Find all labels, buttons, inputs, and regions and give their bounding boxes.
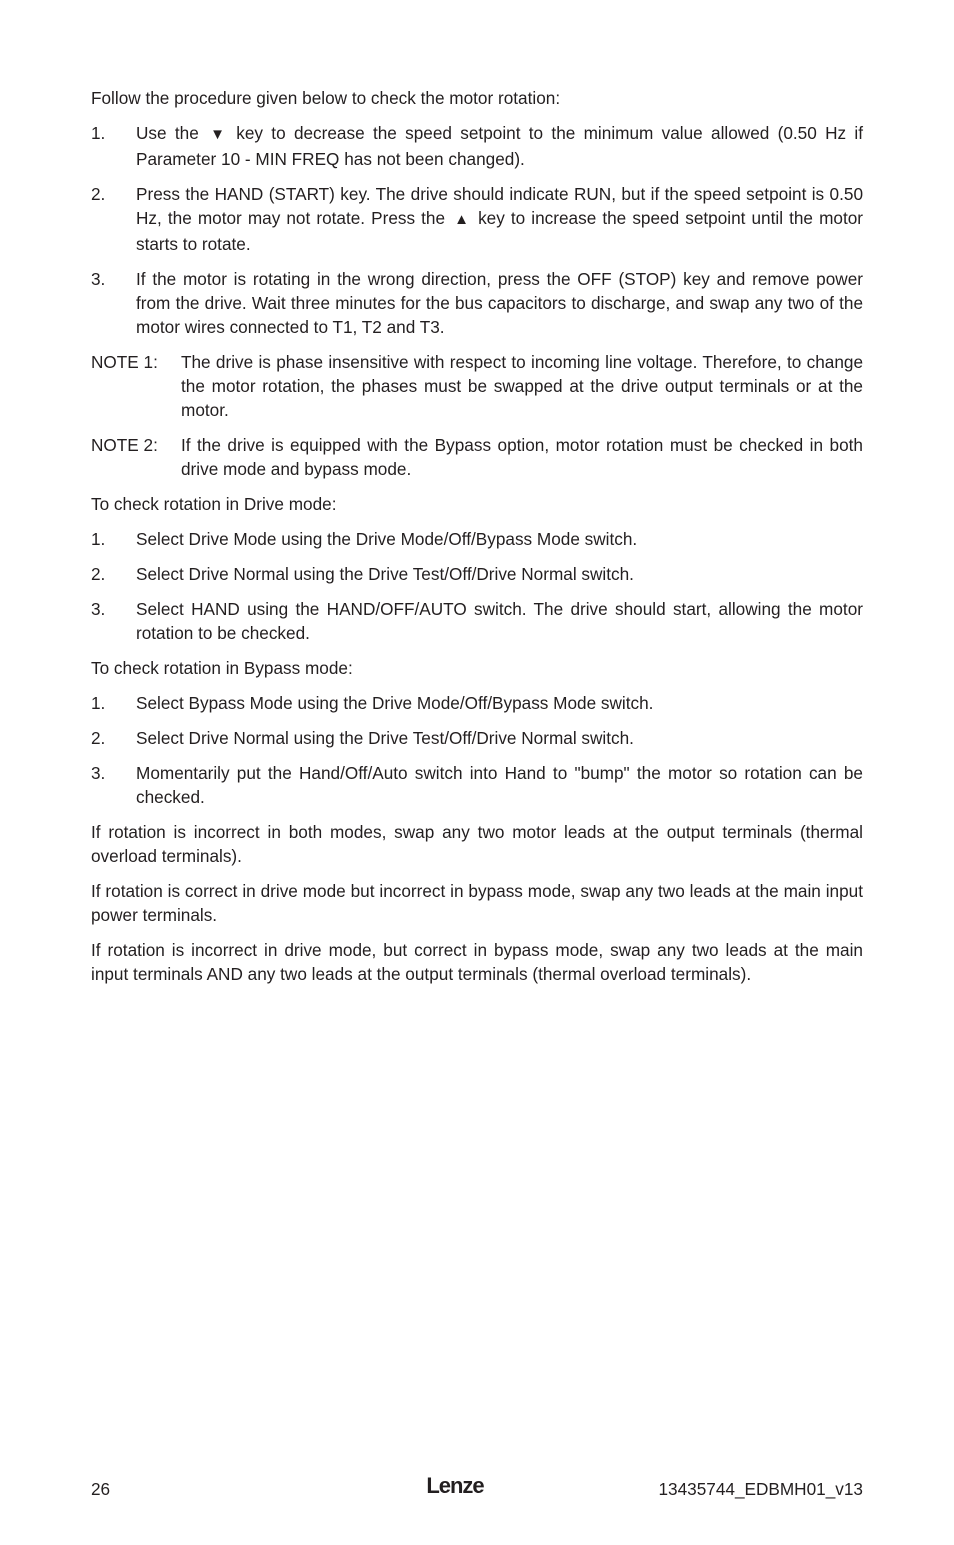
step-text: Press the HAND (START) key. The drive should indicate RUN, but if the speed setpoint is 0.50 Hz, the motor may not rotate. Press the	[136, 184, 863, 228]
note-label: NOTE 2:	[91, 435, 158, 455]
drive-step-1	[91, 527, 863, 551]
step-number: 1.	[91, 123, 106, 143]
step-number: 1.	[91, 529, 106, 549]
page-number: 26	[91, 1479, 111, 1499]
note-2	[91, 433, 863, 481]
step-text: Select Drive Normal using the Drive Test/Off/Drive Normal switch.	[136, 728, 634, 748]
note-1	[91, 350, 863, 422]
step-text: Select Drive Normal using the Drive Test/Off/Drive Normal switch.	[136, 564, 634, 584]
page-content	[91, 86, 863, 997]
step-number: 3.	[91, 599, 106, 619]
note-text: If the drive is equipped with the Bypass option, motor rotation must be checked in both drive mode and bypass mode.	[181, 435, 863, 479]
step-text: key to increase the speed setpoint until the motor starts to rotate.	[136, 208, 863, 254]
step-text: key to decrease the speed setpoint to the minimum value allowed (0.50 Hz if Parameter 10 - MIN FREQ has not been changed).	[136, 123, 863, 169]
bypass-step-3	[91, 761, 863, 809]
up-triangle-icon: ▲	[454, 211, 469, 228]
step-number: 1.	[91, 693, 106, 713]
page-footer	[91, 1473, 863, 1502]
step-number: 2.	[91, 728, 106, 748]
step-2	[91, 182, 863, 256]
note-label: NOTE 1:	[91, 352, 158, 372]
step-number: 2.	[91, 184, 106, 204]
document-id: 13435744_EDBMH01_v13	[658, 1479, 863, 1499]
step-text: If the motor is rotating in the wrong direction, press the OFF (STOP) key and remove power from the drive. Wait three minutes for the bus capacitors to discharge, and swap any two of the motor wires connected to T1, T2 and T3.	[136, 269, 863, 337]
step-number: 3.	[91, 269, 106, 289]
step-3	[91, 267, 863, 339]
step-text: Select HAND using the HAND/OFF/AUTO switch. The drive should start, allowing the motor rotation to be checked.	[136, 599, 863, 643]
drive-step-3	[91, 597, 863, 645]
bypass-step-1	[91, 691, 863, 715]
drive-step-2	[91, 562, 863, 586]
step-number: 3.	[91, 763, 106, 783]
closing-paragraph-3: If rotation is incorrect in drive mode, but correct in bypass mode, swap any two leads at the main input terminals AND any two leads at the output terminals (thermal overload terminals).	[91, 940, 863, 984]
intro-text: Follow the procedure given below to check the motor rotation:	[91, 88, 561, 108]
closing-paragraph-2: If rotation is correct in drive mode but incorrect in bypass mode, swap any two leads at the main input power terminals.	[91, 881, 863, 925]
closing-paragraph-1: If rotation is incorrect in both modes, swap any two motor leads at the output terminals (thermal overload terminals).	[91, 822, 863, 866]
step-text: Select Drive Mode using the Drive Mode/Off/Bypass Mode switch.	[136, 529, 638, 549]
note-text: The drive is phase insensitive with respect to incoming line voltage. Therefore, to change the motor rotation, the phases must be swapped at the drive output terminals or at the motor.	[181, 352, 863, 420]
step-text: Select Bypass Mode using the Drive Mode/Off/Bypass Mode switch.	[136, 693, 654, 713]
step-number: 2.	[91, 564, 106, 584]
drive-mode-heading: To check rotation in Drive mode:	[91, 494, 337, 514]
down-triangle-icon: ▼	[210, 126, 225, 143]
step-text: Momentarily put the Hand/Off/Auto switch into Hand to "bump" the motor so rotation can be checked.	[136, 763, 863, 807]
step-1	[91, 121, 863, 171]
bypass-step-2	[91, 726, 863, 750]
lenze-logo: Lenze	[426, 1473, 484, 1498]
bypass-mode-heading: To check rotation in Bypass mode:	[91, 658, 353, 678]
step-text: Use the	[136, 123, 199, 143]
